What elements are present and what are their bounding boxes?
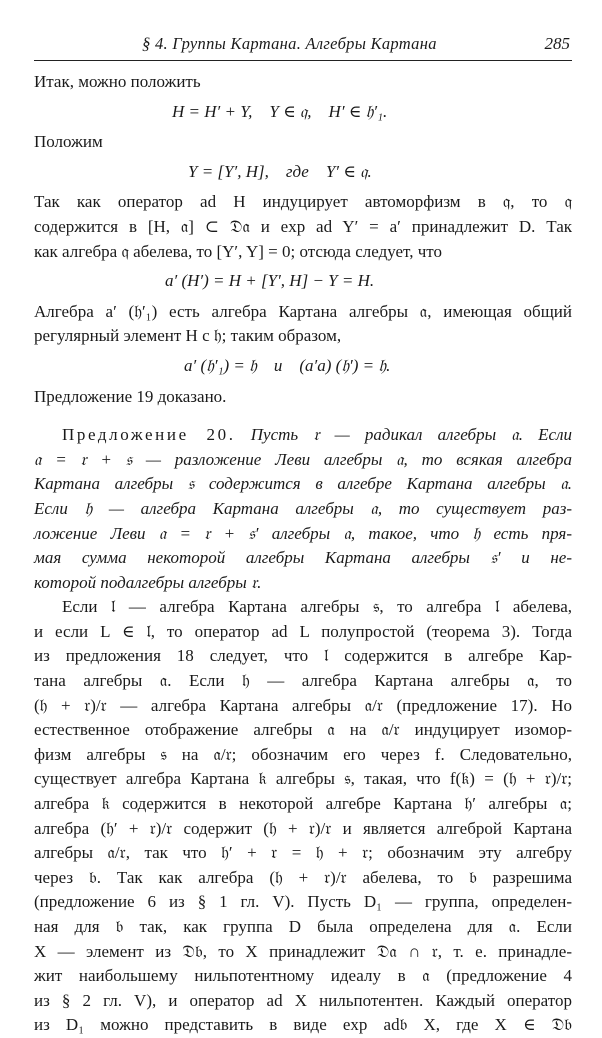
page-header	[34, 30, 572, 61]
text-line: жит наибольшему нильпотентному идеалу в 𝔞 (предложение 4	[34, 966, 572, 986]
text-line: из предложения 18 следует, что 𝔩 содержится в алгебре Кар-	[34, 646, 572, 666]
proposition-line: Если 𝔥 — алгебра Картана алгебры 𝔞, то существует раз-	[34, 498, 572, 518]
display-formula: a′ (H′) = H + [Y′, H] − Y = H.	[165, 271, 375, 291]
display-formula: a′ (𝔥′₁) = 𝔥 и (a′a) (𝔥′) = 𝔥.	[184, 355, 391, 375]
text-line: (𝔥 + 𝔯)/𝔯 — алгебра Картана алгебры 𝔞/𝔯 (предложение 17). Но	[34, 695, 572, 715]
text-line: Если 𝔩 — алгебра Картана алгебры 𝔰, то алгебра 𝔩 абелева,	[62, 597, 572, 617]
text-line: X — элемент из 𝔇𝔟, то X принадлежит 𝔇𝔞 ∩ 𝔯, т. е. принадле-	[34, 941, 572, 961]
display-formula: Y = [Y′, H], где Y′ ∈ 𝔮.	[188, 161, 372, 181]
text-line: из D₁ можно представить в виде exp ad𝔟 X, где X ∈ 𝔇𝔟	[34, 1015, 572, 1035]
text-line: из § 2 гл. V), и оператор ad X нильпотентен. Каждый оператор	[34, 990, 572, 1010]
text-line: (предложение 6 из § 1 гл. V). Пусть D₁ — группа, определен-	[34, 892, 572, 912]
proposition-line: мая сумма некоторой алгебры Картана алгебры 𝔰′ и не-	[34, 548, 572, 568]
text-line: через 𝔟. Так как алгебра (𝔥 + 𝔯)/𝔯 абелева, то 𝔟 разрешима	[34, 867, 572, 887]
text-line: физм алгебры 𝔰 на 𝔞/𝔯; обозначим его через f. Следовательно,	[34, 744, 572, 764]
text-line: алгебры 𝔞/𝔯, так что 𝔥′ + 𝔯 = 𝔥 + 𝔯; обозначим эту алгебру	[34, 843, 572, 863]
page-number: 285	[544, 34, 570, 53]
proposition-line: которой подалгебры алгебры 𝔯.	[34, 572, 262, 592]
text-line: Положим	[34, 132, 103, 152]
display-formula: H = H′ + Y, Y ∈ 𝔮, H′ ∈ 𝔥′₁.	[172, 101, 388, 121]
proposition-first-line	[34, 423, 572, 448]
text-line: содержится в [H, 𝔞] ⊂ 𝔇𝔞 и exp ad Y′ = a′ принадлежит D. Так	[34, 216, 572, 236]
text-line: ная для 𝔟 так, как группа D была определена для 𝔞. Если	[34, 917, 572, 936]
body-text	[34, 70, 572, 1038]
text-line: Алгебра a′ (𝔥′₁) есть алгебра Картана алгебры 𝔞, имеющая общий	[34, 301, 572, 321]
text-line: алгебра (𝔥′ + 𝔯)/𝔯 содержит (𝔥 + 𝔯)/𝔯 и является алгеброй Картана	[34, 818, 572, 838]
text-line: регулярный элемент H с 𝔥; таким образом,	[34, 326, 342, 346]
proposition-line: 𝔞 = 𝔯 + 𝔰 — разложение Леви алгебры 𝔞, то всякая алгебра	[34, 449, 572, 469]
paragraph-gap	[34, 409, 572, 423]
text-line: тана алгебры 𝔞. Если 𝔥 — алгебра Картана алгебры 𝔞, то	[34, 671, 572, 691]
text-line: и если L ∈ 𝔩, то оператор ad L полупростой (теорема 3). Тогда	[34, 621, 572, 641]
text-line: Так как оператор ad H индуцирует автоморфизм в 𝔮, то 𝔮	[34, 192, 572, 212]
text-line: Предложение 19 доказано.	[34, 386, 227, 406]
text-line: Итак, можно положить	[34, 72, 201, 91]
text-line: алгебра 𝔨 содержится в некоторой алгебре Картана 𝔥′ алгебры 𝔞;	[34, 794, 572, 814]
text-line: как алгебра 𝔮 абелева, то [Y′, Y] = 0; отсюда следует, что	[34, 241, 442, 261]
text-line: существует алгебра Картана 𝔨 алгебры 𝔰, такая, что f(𝔨) = (𝔥 + 𝔯)/𝔯;	[34, 769, 572, 789]
proposition-line: Картана алгебры 𝔰 содержится в алгебре Картана алгебры 𝔞.	[34, 474, 572, 494]
running-head: § 4. Группы Картана. Алгебры Картана	[142, 34, 437, 53]
proposition-line: ложение Леви 𝔞 = 𝔯 + 𝔰′ алгебры 𝔞, такое, что 𝔥 есть пря-	[34, 523, 572, 543]
proposition-label: Предложение 20.	[62, 425, 236, 445]
proposition-text: Пусть 𝔯 — радикал алгебры 𝔞. Если	[250, 425, 572, 445]
text-line: естественное отображение алгебры 𝔞 на 𝔞/𝔯 индуцирует изомор-	[34, 720, 572, 740]
